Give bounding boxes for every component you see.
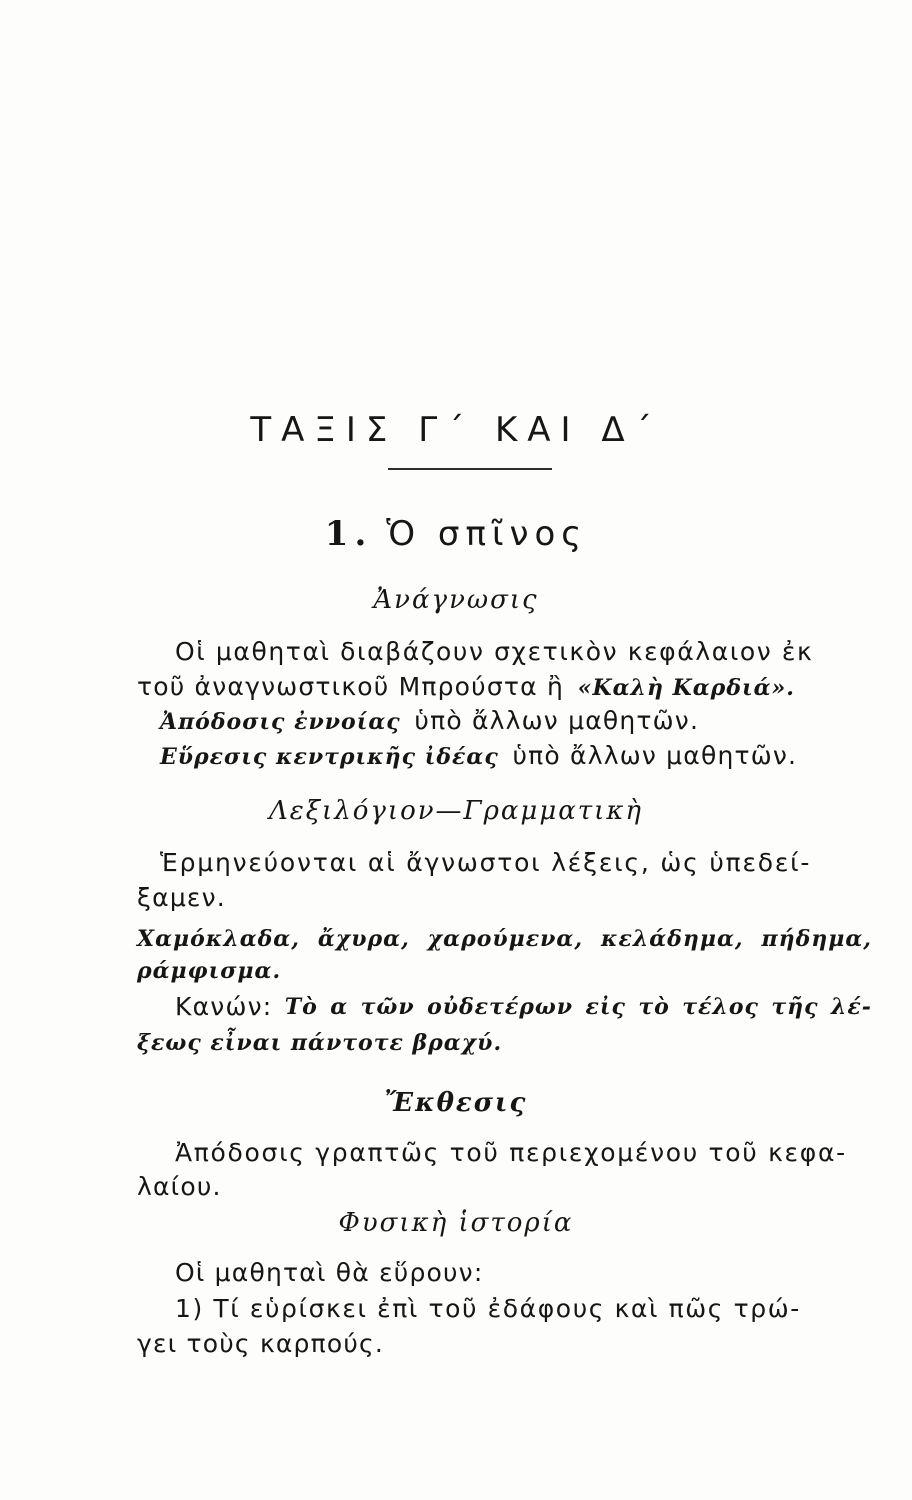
word-item: πήδημα, (761, 926, 872, 952)
natural-history-line-1: Οἱ μαθηταὶ θὰ εὕρουν: (175, 1258, 484, 1287)
natural-history-line-3: γει τοὺς καρπούς. (137, 1329, 385, 1358)
heading-divider (388, 468, 552, 470)
lesson-title (0, 514, 912, 554)
rule-word: τῆς (771, 994, 819, 1020)
rule-word: τέλος (682, 994, 759, 1020)
rule-word: α (330, 994, 349, 1020)
meaning-label: Ἀπόδοσις ἐννοίας (160, 709, 401, 735)
vocabulary-heading: Λεξιλόγιον—Γραμματικὴ (268, 796, 643, 826)
reading-line-3 (160, 705, 699, 738)
reading-line-2-text: τοῦ ἀναγνωστικοῦ Μπρούστα ἢ (137, 672, 564, 701)
class-heading: ΤΑΞΙΣ Γ΄ ΚΑΙ Δ΄ (250, 410, 662, 450)
rule-label: Κανών: (175, 992, 273, 1021)
words-line-1 (137, 923, 872, 955)
rule-line-1 (175, 991, 872, 1023)
vocabulary-line-1: Ἑρμηνεύονται αἱ ἄγνωστοι λέξεις, ὡς ὑπεδεί- (160, 848, 812, 877)
reading-line-2 (137, 671, 795, 704)
meaning-text: ὑπὸ ἄλλων μαθητῶν. (414, 706, 700, 735)
words-line-2: ράμφισμα. (137, 958, 282, 984)
vocabulary-line-2: ξαμεν. (137, 883, 226, 912)
word-item: κελάδημα, (600, 926, 744, 952)
reading-line-4 (160, 740, 797, 773)
rule-word: τῶν (360, 994, 415, 1020)
exposition-line-1: Ἀπόδοσις γραπτῶς τοῦ περιεχομένου τοῦ κεφα- (175, 1138, 847, 1167)
central-idea-text: ὑπὸ ἄλλων μαθητῶν. (512, 741, 798, 770)
exposition-heading: Ἔκθεσις (384, 1088, 528, 1118)
rule-word: τὸ (638, 994, 670, 1020)
natural-history-heading: Φυσικὴ ἱστορία (338, 1208, 574, 1238)
word-item: Χαμόκλαδα, (137, 926, 300, 952)
exposition-line-2: λαίου. (137, 1172, 222, 1201)
rule-word: οὐδετέρων (427, 994, 574, 1020)
reading-heading: Ἀνάγνωσις (373, 585, 539, 615)
rule-word: εἰς (585, 994, 626, 1020)
rule-word: Τὸ (284, 994, 318, 1020)
rule-word: λέ- (830, 994, 872, 1020)
word-item: χαρούμενα, (427, 926, 583, 952)
word-item: ἄχυρα, (317, 926, 410, 952)
reading-line-1: Οἱ μαθηταὶ διαβάζουν σχετικὸν κεφάλαιον ἐκ (175, 637, 814, 666)
central-idea-label: Εὕρεσις κεντρικῆς ἰδέας (160, 744, 499, 770)
rule-line-2: ξεως εἶναι πάντοτε βραχύ. (137, 1030, 503, 1056)
lesson-name: Ὁ σπῖνος (386, 514, 588, 554)
reading-book-title: «Καλὴ Καρδιά». (577, 675, 795, 701)
lesson-number: 1. (324, 514, 373, 554)
natural-history-line-2: 1) Τί εὑρίσκει ἐπὶ τοῦ ἐδάφους καὶ πῶς τρώ- (175, 1294, 801, 1323)
